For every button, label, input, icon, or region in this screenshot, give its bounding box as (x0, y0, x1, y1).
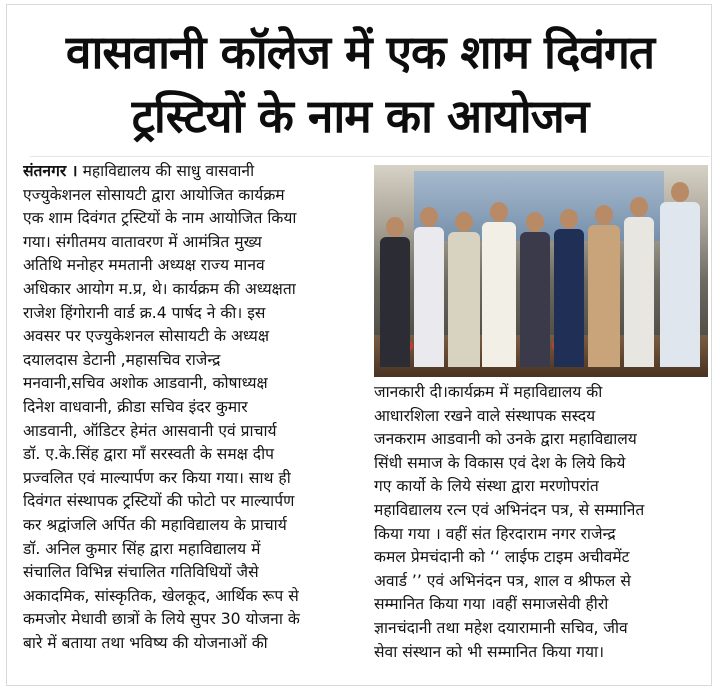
person-head (420, 207, 438, 227)
article-line: संचालित विभिन्न संचालित गतिविधियों जैसे (23, 563, 259, 582)
article-column-right (374, 381, 714, 664)
article-line-text: महाविद्यालय की साधु वासवानी (82, 162, 255, 180)
person-figure (624, 217, 654, 367)
article-line: डॉ. ए.के.सिंह द्वारा माँ सरस्वती के समक्ष दीप (23, 445, 274, 464)
person-head (386, 217, 404, 237)
person-figure (660, 202, 700, 367)
article-line: सम्मानित किया गया ।वहीं समाजसेवी हीरो (374, 595, 609, 614)
article-column-left (23, 160, 368, 655)
person-head (560, 209, 578, 229)
person-figure (588, 225, 620, 367)
person-head (455, 212, 473, 232)
person-head (671, 182, 689, 202)
article-line: कर श्रद्वांजलि अर्पित की महाविद्यालय के प्राचार्य (23, 515, 287, 534)
article-line: सेवा संस्थान को भी सम्मानित किया गया। (374, 642, 604, 661)
dateline: संतनगर । (23, 162, 78, 180)
article-line: कमल प्रेमचंदानी को ‘‘ लाईफ टाइम अचीवमेंट (374, 548, 630, 567)
person-head (526, 212, 544, 232)
article-line: किया गया । वहीं संत हिरदाराम नगर राजेन्द्र (374, 524, 616, 543)
article-line: अवसर पर एज्युकेशनल सोसायटी के अध्यक्ष (23, 327, 269, 346)
article-line: गया। संगीतमय वातावरण में आमंत्रित मुख्य (23, 232, 262, 251)
person-head (630, 197, 648, 217)
article-line: दिनेश वाधवानी, क्रीडा सचिव इंदर कुमार (23, 397, 248, 416)
article-line: बारे में बताया तथा भविष्य की योजनाओं की (23, 633, 268, 652)
article-line: ज्ञानचंदानी तथा महेश दयारामानी सचिव, जीव (374, 618, 628, 637)
article-line: आडवानी, ऑडिटर हेमंत आसवानी एवं प्राचार्य (23, 421, 277, 440)
article-line: दयालदास डेटानी ,महासचिव राजेन्द्र (23, 350, 221, 369)
article-line: एज्युकेशनल सोसायटी द्वारा आयोजित कार्यक्रम (23, 185, 285, 204)
person-figure (554, 229, 584, 367)
person-figure (380, 237, 410, 367)
article-line: डॉ. अनिल कुमार सिंह द्वारा महाविद्यालय में (23, 539, 261, 558)
headline-line-2: ट्रस्टियों के नाम का आयोजन (131, 89, 589, 143)
article-line: महाविद्यालय रत्न एवं अभिनंदन पत्र, से सम्मानित (374, 500, 645, 519)
article-line: आधारशिला रखने वाले संस्थापक सस्दय (374, 406, 596, 425)
person-head (490, 202, 508, 222)
article-line: सिंधी समाज के विकास एवं देश के लिये किये (374, 453, 626, 472)
article-line (23, 160, 368, 184)
headline-divider (30, 156, 710, 157)
person-head (595, 205, 613, 225)
article-line: जनकराम आडवानी को उनके द्वारा महाविद्यालय (374, 430, 637, 449)
person-figure (520, 232, 550, 367)
person-figure (414, 227, 444, 367)
article-line: मनवानी,सचिव अशोक आडवानी, कोषाध्यक्ष (23, 374, 268, 393)
article-line: दिवंगत संस्थापक ट्रस्टियों की फोटो पर माल्यार्पण (23, 492, 295, 511)
person-figure (482, 222, 516, 367)
article-line: एक शाम दिवंगत ट्रस्टियों के नाम आयोजित किया (23, 209, 297, 228)
article-line: गए कार्यो के लिये संस्था द्वारा मरणोपरांत (374, 477, 599, 496)
person-figure (448, 232, 480, 367)
article-line: अकादमिक, सांस्कृतिक, खेलकूद, आर्थिक रूप से (23, 586, 299, 605)
article-line: कमजोर मेधावी छात्रों के लिये सुपर 30 योजना के (23, 610, 300, 629)
article-line: अतिथि मनोहर ममतानी अध्यक्ष राज्य मानव (23, 256, 265, 275)
headline-line-1: वासवानी कॉलेज में एक शाम दिवंगत (65, 25, 655, 79)
article-line: अवार्ड ’’ एवं अभिनंदन पत्र, शाल व श्रीफल से (374, 571, 631, 590)
article-line: प्रज्वलित एवं माल्यार्पण कर किया गया। साथ ही (23, 468, 291, 487)
article-line: राजेश हिंगोरानी वार्ड क्र.4 पार्षद ने की। इस (23, 303, 266, 322)
article-line: जानकारी दी।कार्यक्रम में महाविद्यालय की (374, 383, 603, 401)
event-photo (374, 165, 708, 377)
article-line: अधिकार आयोग म.प्र, थे। कार्यक्रम की अध्यक्षता (23, 279, 296, 298)
